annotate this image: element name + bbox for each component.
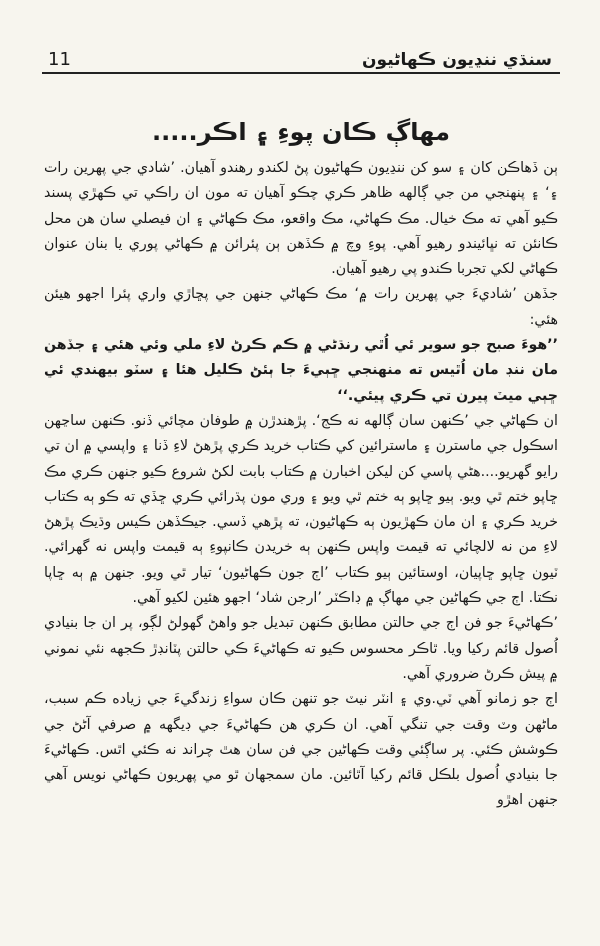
paragraph-5: ’ڪهاڻيءَ جو فن اڄ جي حالتن مطابق ڪنهن تبديل جو واهڻ گهولڻ لڳو، پر ان جا بنيادي اُصول قائم رکيا ويا. ٿاڪر محسوس ڪيو ته ڪهاڻيءَ ڪي حالتن پٽانڊڙ ڪجهه نئي نموني ۾ پيش ڪرڻ ضروري آهي.: [44, 615, 558, 682]
page-number: 11: [48, 49, 71, 70]
story-title: مهاڳ ڪان پوءِ ۽ اڪر.....: [152, 118, 450, 146]
quoted-passage: ’’هوءَ صبح جو سوير ئي اُٿي رنڌڻي ۾ ڪم ڪرڻ لاءِ ملي وئي هئي ۽ جڏهن مان ننڊ مان اُٿيس ته منهنجي ڇٻيءَ جا ٻئڻ ڪليل هئا ۽ سٽو بيهندي ئي ڇٻي ميٽ پيرن تي ڪري پيئي.‘‘: [44, 337, 558, 404]
story-body: [44, 118, 558, 936]
paragraph-1: ٻن ڏهاڪن کان ۽ سو کن ننڍيون ڪهاڻيون پڻ لکندو رهندو آهيان. ’شادي جي پهرين رات ۽‘ ۽ پنهنجي من جي ڳالهه ظاهر ڪري چڪو آهيان ته مون ان راڪي تي ڪهڙي پسند ڪيو آهي ته مڪ خيال. مڪ ڪهاڻي، مڪ واقعو، مڪ ڪهاڻي ۽ ان فيصلي سان هن محل ڪانئن ته نڀائيندو رهيو آهي. پوءِ وچ ۾ ڪڏهن ٻن پئرائن ۾ ڪهاڻي پوري يا بنان عنوان ڪهاڻي لکي تجربا ڪندو پي رهيو آهيان.: [44, 160, 558, 278]
paragraph-6: اڄ جو زمانو آهي ٽي.وي ۽ انٽر نيٽ جو تنهن ڪان سواءِ زندگيءَ جي زياده ڪم سبب، ماڻهن وٽ وقت جي تنگي آهي. ان ڪري هن ڪهاڻيءَ جي ڊيگهه ۾ صرفي آڻڻ جي ڪوشش ڪئي. پر ساڳئي وقت ڪهاڻين جي فن سان هٿ چراند نه ڪئي اٿس. ڪهاڻيءَ جا بنيادي اُصول بلڪل قائم رکيا آٿائين. مان سمجهان ٿو مي پهريون ڪهاڻي نويس آهي جنهن اهڙو: [44, 691, 558, 809]
paragraph-2: جڏهن ’شاديءَ جي پهرين رات ۾‘ مڪ ڪهاڻي جنهن جي پڇاڙي واري پئرا اجهو هيئن هئي:: [44, 286, 558, 328]
paragraph-4: ان ڪهاڻي جي ’ڪنهن سان ڳالهه نه ڪج‘. پڙهندڙن ۾ طوفان مچائي ڏنو. ڪنهن ساڃهن اسڪول جي ماسترن ۽ ماسترائين کي ڪتاب خريد ڪري پڙهڻ لاءِ ڏنا ۽ واپسي ۾ ان تي رايو گهريو....هڻي پاسي کن ليکن اخبارن ۾ ڪتاب بابت لکڻ شروع ڪيو جنهن ڪري مڪ ڇاپو ختم ٿي ويو. ٻيو ڇاپو ٻه ختم ٿي ويو ۽ وري مون پڌرائي ڪري ڇڏي ته ڪو ٻه ڪتاب خريد ڪري ۽ ان مان ڪهڙيون ٻه ڪهاڻيون، ته پڙهي ڏسي. جيڪڏهن ڪيس وڌيڪ پڙهڻ لاءِ من نه لالچائي ته قيمت واپس ڪنهن ٻه خريدن ڪانپوءِ ٻه قيمت واپس نه گهرائي. ٽيون ڇاپو ڇاپيان، اوستائين ٻيو ڪتاب ’اڄ جون ڪهاڻيون‘ تيار ٿي ويو. جنهن ۾ ٻه ڇاپا نڪتا. اڄ جي ڪهاڻين جي مهاڳ ۾ ڊاڪٽر ’ارجن شاد‘ اجهو هئين لکيو آهي.: [44, 412, 558, 607]
header-divider: [42, 72, 560, 74]
page-header: [48, 34, 552, 70]
running-title: سنڌي ننڍيون ڪهاڻيون: [362, 50, 552, 70]
